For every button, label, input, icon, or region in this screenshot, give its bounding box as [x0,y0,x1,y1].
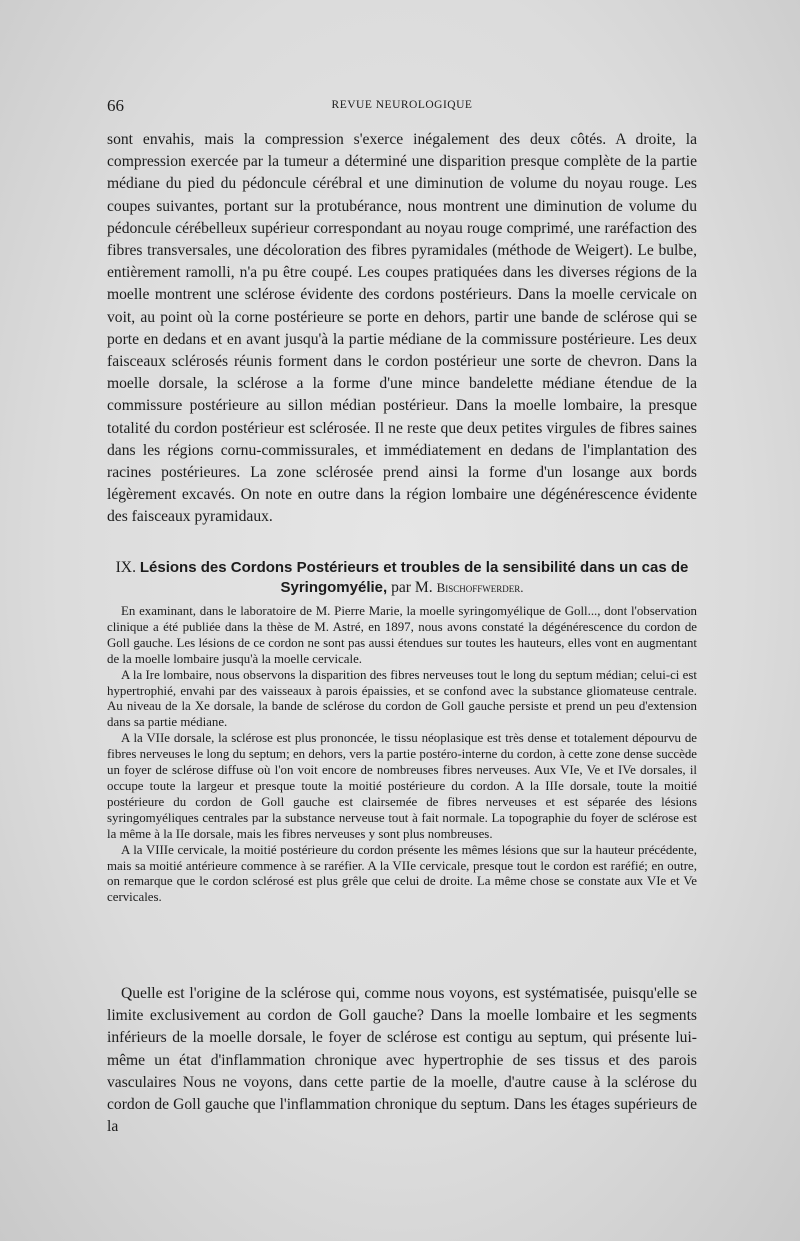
page-header [107,96,697,116]
small-paragraph: A la Ire lombaire, nous observons la disparition des fibres nerveuses tout le long du septum médian; celui-ci est hypertrophié, envahi par des vaisseaux à parois épaissies, et se confond avec la substance gliomateuse centrale. Au niveau de la Xe dorsale, la bande de sclérose du cordon de Goll gauche persiste et prend un peu d'extension dans sa partie médiane. [107,667,697,730]
small-paragraph: En examinant, dans le laboratoire de M. Pierre Marie, la moelle syringomyélique de Goll..., dont l'observation clinique a été publiée dans la thèse de M. Astré, en 1897, nous avons constaté la dégénérescence du cordon de Goll gauche. Les lésions de ce cordon ne sont pas aussi étendues sur toutes les hauteurs, elles vont en augmentant de la moelle lombaire jusqu'à la moelle cervicale. [107,604,697,666]
page-number: 66 [107,96,124,115]
section-title: Lésions des Cordons Postérieurs et troubles de la sensibilité dans un cas de Syringomyélie, [139,559,689,596]
section-by: par M. [391,579,433,596]
body-text-bottom [107,983,697,1138]
section-author: Bischoffwerder. [436,580,524,595]
paragraph: sont envahis, mais la compression s'exerce inégalement des deux côtés. A droite, la compression exercée par la tumeur a déterminé une disparition presque complète de la partie médiane du pied du pédoncule cérébral et une diminution de volume du noyau rouge. Les coupes suivantes, portant sur la protubérance, nous montrent une diminution de volume du pédoncule cérébelleux supérieur correspondant au noyau rouge comprimé, une raréfaction des fibres transversales, une décoloration des fibres pyramidales (méthode de Weigert). Le bulbe, entièrement ramolli, n'a pu être coupé. Les coupes pratiquées dans les diverses régions de la moelle montrent une sclérose évidente des cordons postérieurs. Dans la moelle cervicale on voit, au point où la corne postérieure se porte en dehors, partir une bande de sclérose qui se porte en dedans et en avant jusqu'à la partie médiane de la commissure postérieure. Les deux faisceaux sclérosés réunis forment dans le cordon postérieur une sorte de chevron. Dans la moelle dorsale, la sclérose a la forme d'une mince bandelette médiane étendue de la commissure postérieure au sillon médian postérieur. Dans la moelle lombaire, la presque totalité du cordon postérieur est sclérosée. Il ne reste que deux petites virgules de fibres saines dans les régions cornu-commissurales, et immédiatement en dedans de l'implantation des racines postérieures. La zone sclérosée prend ainsi la forme d'un losange aux bords légèrement excavés. On note en outre dans la région lombaire une dégénérescence évidente des faisceaux pyramidaux. [107,131,697,526]
small-paragraph: A la VIIIe cervicale, la moitié postérieure du cordon présente les mêmes lésions que sur la hauteur précédente, mais sa moitié antérieure commence à se raréfier. A la VIIe cervicale, presque tout le cordon est raréfié; en outre, on remarque que le cordon sclérosé est plus grêle que celui de droite. La même chose se constate aux VIe et Ve cervicales. [107,842,697,905]
running-head: REVUE NEUROLOGIQUE [331,99,473,111]
small-paragraph: A la VIIe dorsale, la sclérose est plus prononcée, le tissu néoplasique est très dense et totalement dépourvu de fibres nerveuses le long du septum; en dehors, vers la partie postéro-interne du cordon, à cette zone dense succède un foyer de sclérose diffuse où l'on voit encore de nombreuses fibres nerveuses. Aux VIe, Ve et IVe dorsales, il occupe toute la largeur et presque toute la moitié postérieure du cordon. A la IIIe dorsale, toute la moitié postérieure du cordon de Goll gauche est clairsemée de fibres nerveuses et est séparée des lésions syringomyéliques centrales par la substance nerveuse tout à fait normale. La topographie du foyer de sclérose est la même à la IIe dorsale, mais les fibres nerveuses y sont plus nombreuses. [107,731,697,841]
section-heading [107,558,697,598]
section-number: IX. [115,559,136,576]
small-print-block [107,604,697,906]
body-text-top [107,129,697,529]
paragraph: Quelle est l'origine de la sclérose qui, comme nous voyons, est systématisée, puisqu'elle se limite exclusivement au cordon de Goll gauche? Dans la moelle lombaire et les segments inférieurs de la moelle dorsale, le foyer de sclérose est contigu au septum, qui présente lui-même un état d'inflammation chronique avec hypertrophie de ses tissus et des parois vasculaires Nous ne voyons, dans cette partie de la moelle, d'autre cause à la sclérose du cordon de Goll gauche que l'inflammation chronique du septum. Dans les étages supérieurs de la [107,985,697,1136]
